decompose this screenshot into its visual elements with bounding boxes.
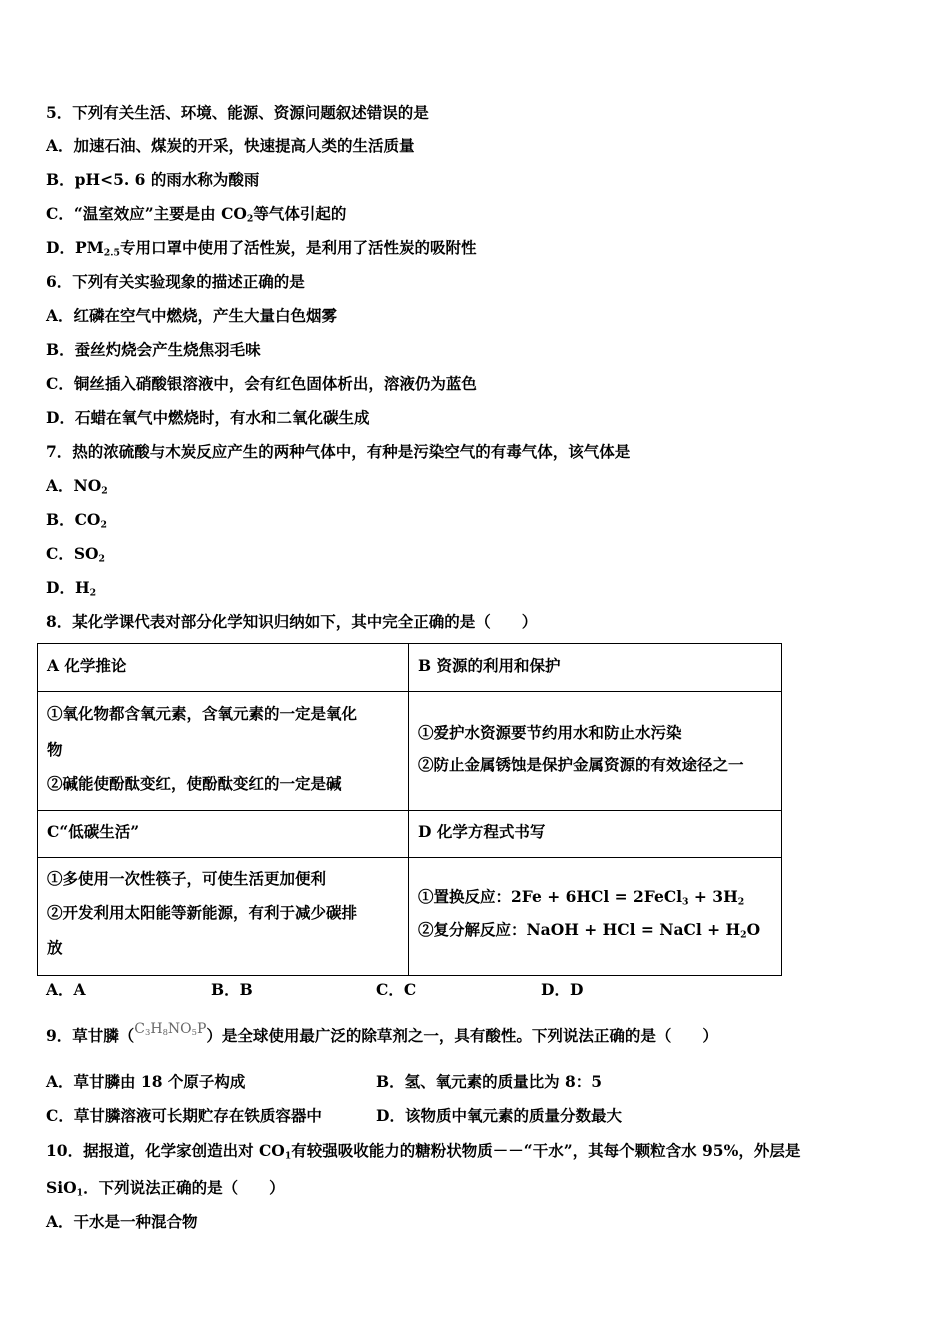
q10-stem-pre: 10．据报道，化学家创造出对 CO	[46, 1141, 285, 1160]
d1-pre: ①置换反应：2Fe + 6HCl = 2FeCl	[418, 887, 683, 906]
q6-option-c: C．铜丝插入硝酸银溶液中，会有红色固体析出，溶液仍为蓝色	[46, 374, 477, 393]
q9-stem-pre: 9．草甘膦（	[46, 1026, 135, 1045]
q5-option-b: B．pH<5. 6 的雨水称为酸雨	[46, 170, 260, 189]
cell-b-head: B 资源的利用和保护	[418, 656, 561, 675]
q6-option-d: D．石蜡在氧气中燃烧时，有水和二氧化碳生成	[46, 408, 370, 427]
table-divider	[38, 810, 781, 811]
q7-b-sub: 2	[100, 519, 107, 531]
q7-option-d	[46, 578, 96, 598]
cell-a-head: A 化学推论	[47, 656, 127, 675]
q9-stem	[46, 1021, 718, 1047]
q9-option-a: A．草甘膦由 18 个原子构成	[46, 1072, 246, 1091]
q5-option-a: A．加速石油、煤炭的开采，快速提高人类的生活质量	[46, 136, 415, 155]
q7-c-sub: 2	[98, 553, 106, 565]
q9-stem-post: ）是全球使用最广泛的除草剂之一，具有酸性。下列说法正确的是（ ）	[206, 1026, 718, 1045]
q10-stem-line2	[46, 1178, 285, 1198]
d1-sub2: 2	[737, 896, 745, 908]
cell-b2: ②防止金属锈蚀是保护金属资源的有效途径之一	[418, 755, 744, 774]
d2-post: O	[746, 920, 761, 939]
q5-c-post: 等气体引起的	[253, 204, 347, 223]
q7-option-a	[46, 476, 108, 496]
q7-option-b	[46, 510, 107, 530]
cell-c1: ①多使用一次性筷子，可使生活更加便利	[47, 869, 327, 888]
q8-option-a: A．A	[46, 980, 86, 999]
cell-d1	[418, 887, 744, 907]
q8-stem: 8．某化学课代表对部分化学知识归纳如下，其中完全正确的是（ ）	[46, 612, 538, 631]
table-divider	[38, 857, 781, 858]
q5-d-sub: 2.5	[103, 247, 120, 259]
formula-p: P	[197, 1021, 207, 1037]
q10-line2-sub: 1	[76, 1187, 84, 1199]
q6-stem: 6．下列有关实验现象的描述正确的是	[46, 272, 305, 291]
q7-stem: 7．热的浓硫酸与木炭反应产生的两种气体中，有种是污染空气的有毒气体，该气体是	[46, 442, 631, 461]
d1-sub1: 3	[682, 896, 689, 908]
q7-b-pre: B．CO	[46, 510, 101, 529]
q10-line2-post: ．下列说法正确的是（ ）	[83, 1178, 285, 1197]
d2-sub: 2	[740, 929, 747, 941]
d1-mid: + 3H	[688, 887, 738, 906]
q9-option-c: C．草甘膦溶液可长期贮存在铁质容器中	[46, 1106, 322, 1125]
cell-b1: ①爱护水资源要节约用水和防止水污染	[418, 723, 682, 742]
q5-d-pre: D．PM	[46, 238, 104, 257]
formula-no: NO	[167, 1021, 192, 1037]
q7-a-pre: A．NO	[46, 476, 102, 495]
q5-option-d	[46, 238, 476, 258]
q7-d-sub: 2	[89, 587, 97, 599]
q10-line2-pre: SiO	[46, 1178, 77, 1197]
q10-stem-sub: 1	[284, 1150, 292, 1162]
formula-h: H	[150, 1021, 163, 1037]
formula-h-count: 8	[162, 1027, 168, 1038]
q7-d-pre: D．H	[46, 578, 90, 597]
q9-option-b: B．氢、氧元素的质量比为 8：5	[376, 1072, 603, 1091]
cell-c2-line2: 放	[47, 938, 63, 957]
q9-option-d: D．该物质中氧元素的质量分数最大	[376, 1106, 622, 1125]
q10-option-a: A．干水是一种混合物	[46, 1212, 198, 1231]
cell-a2: ②碱能使酚酞变红，使酚酞变红的一定是碱	[47, 774, 342, 793]
q8-option-d: D．D	[541, 980, 584, 999]
formula-c: C	[134, 1021, 146, 1037]
q5-c-sub: 2	[246, 213, 254, 225]
q7-a-sub: 2	[101, 485, 108, 497]
table-divider	[38, 691, 781, 692]
q9-formula	[134, 1021, 206, 1037]
cell-c2-line1: ②开发利用太阳能等新能源，有利于减少碳排	[47, 903, 358, 922]
q6-option-b: B．蚕丝灼烧会产生烧焦羽毛味	[46, 340, 261, 359]
q8-option-b: B．B	[211, 980, 253, 999]
cell-a1-line1: ①氧化物都含氧元素，含氧元素的一定是氧化	[47, 704, 358, 723]
q7-c-pre: C．SO	[46, 544, 99, 563]
d2-pre: ②复分解反应：NaOH + HCl = NaCl + H	[418, 920, 741, 939]
q6-option-a: A．红磷在空气中燃烧，产生大量白色烟雾	[46, 306, 338, 325]
q5-c-pre: C．“温室效应”主要是由 CO	[46, 204, 247, 223]
cell-c-head: C“低碳生活”	[47, 822, 140, 841]
cell-d-head: D 化学方程式书写	[418, 822, 546, 841]
q10-stem-post: 有较强吸收能力的糖粉状物质－－“干水”，其每个颗粒含水 95%，外层是	[291, 1141, 801, 1160]
q7-option-c	[46, 544, 105, 564]
q5-option-c	[46, 204, 346, 224]
table-column-divider	[408, 644, 409, 975]
cell-a1-line2: 物	[47, 740, 63, 759]
q8-option-c: C．C	[376, 980, 417, 999]
formula-c-count: 3	[145, 1027, 151, 1038]
q10-stem	[46, 1141, 800, 1161]
q5-stem: 5．下列有关生活、环境、能源、资源问题叙述错误的是	[46, 103, 429, 122]
q5-d-post: 专用口罩中使用了活性炭，是利用了活性炭的吸附性	[119, 238, 477, 257]
formula-o-count: 5	[191, 1027, 197, 1038]
q8-table	[37, 643, 782, 976]
cell-d2	[418, 920, 760, 940]
